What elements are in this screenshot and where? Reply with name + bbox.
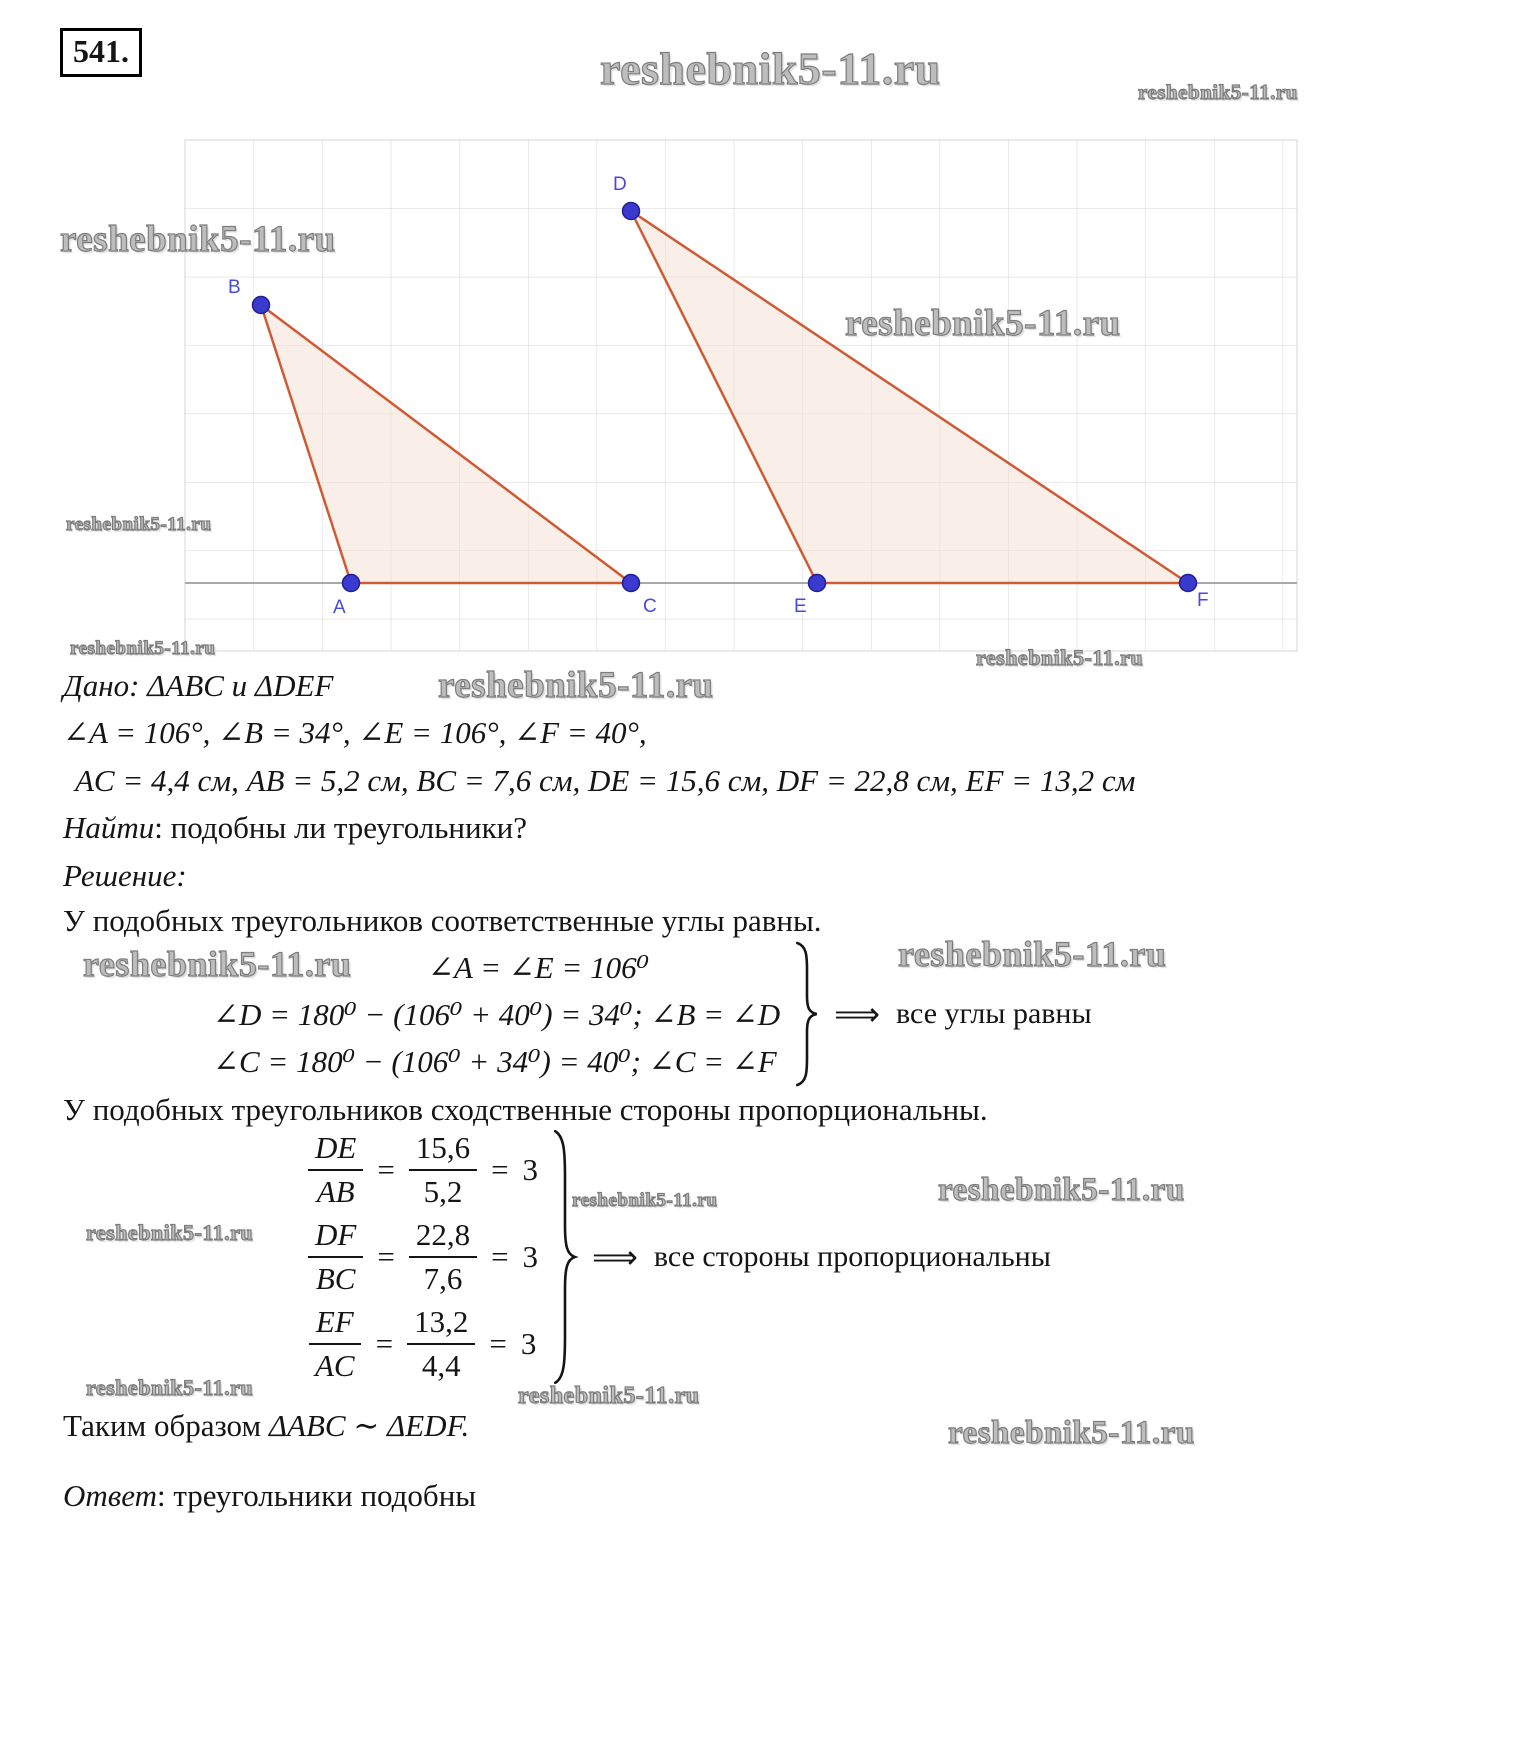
point-b-dot [253,297,270,314]
ratio-block [308,1126,1051,1388]
watermark: reshebnik5-11.ru [572,1190,718,1211]
value-ratio-fraction [409,1217,477,1296]
solution-label: Решение: [63,858,187,893]
thus-prefix: Таким образом [63,1408,269,1443]
sides-conclusion-line [592,1238,1051,1276]
curly-brace [792,940,822,1088]
point-d-dot [623,203,640,220]
problem-number: 541. [60,28,142,77]
watermark: reshebnik5-11.ru [600,43,941,94]
ratio-denominator-value: 7,6 [423,1261,463,1296]
ratio-numerator-value: 15,6 [409,1130,477,1171]
ratio-numerator-value: 22,8 [409,1217,477,1258]
equals-sign: = [377,1152,395,1187]
find-label: Найти [63,810,155,845]
watermark: reshebnik5-11.ru [66,514,212,535]
ratio-rows [308,1127,538,1388]
point-f-label: F [1197,590,1209,611]
sides-statement: У подобных треугольников сходственные стороны пропорциональны. [63,1092,988,1127]
thus-line [63,1408,469,1444]
equals-sign: = [377,1239,395,1274]
watermark: reshebnik5-11.ru [83,944,352,984]
thus-math: ΔABC ∼ ΔEDF. [268,1408,470,1443]
point-a-dot [343,575,360,592]
given-label: Дано [63,668,130,703]
angles-statement: У подобных треугольников соответственные углы равны. [63,903,822,938]
ratio-denominator: BC [315,1261,356,1296]
angles-conclusion-line [834,995,1091,1033]
side-ratio-fraction [308,1304,362,1383]
ratio-result: 3 [520,1326,537,1361]
watermark: reshebnik5-11.ru [1138,80,1298,104]
point-f-dot [1180,575,1197,592]
angle-eq-1: ∠A = ∠E = 106⁰ [428,949,650,985]
ratio-denominator-value: 4,4 [421,1348,461,1383]
angle-eq-2: ∠D = 180⁰ − (106⁰ + 40⁰) = 34⁰; ∠B = ∠D [213,996,781,1032]
watermark: reshebnik5-11.ru [70,638,216,659]
point-a-label: A [333,597,346,618]
ratio-denominator: AB [316,1174,355,1209]
ratio-row-ef-ac [308,1301,538,1388]
ratio-denominator: AC [315,1348,355,1383]
watermark: reshebnik5-11.ru [976,645,1144,670]
ratio-result: 3 [522,1239,539,1274]
equals-sign: = [375,1326,394,1361]
ratio-numerator-value: 13,2 [407,1304,475,1345]
point-b-label: B [228,277,241,298]
point-c-label: C [643,596,657,617]
implies-arrow: ⟹ [834,995,881,1033]
triangles-diagram [0,125,1532,670]
watermark: reshebnik5-11.ru [438,665,714,706]
implies-arrow: ⟹ [592,1238,638,1276]
ratio-result: 3 [522,1152,539,1187]
sides-conclusion: все стороны пропорциональны [653,1240,1051,1273]
side-ratio-fraction [308,1217,363,1296]
value-ratio-fraction [407,1304,475,1383]
watermark: reshebnik5-11.ru [86,1220,254,1245]
answer-text: : треугольники подобны [156,1478,477,1513]
given-text: : ΔABC и ΔDEF [129,668,334,703]
watermark: reshebnik5-11.ru [518,1383,700,1409]
ratio-denominator-value: 5,2 [423,1174,463,1209]
angle-eq-3: ∠C = 180⁰ − (106⁰ + 34⁰) = 40⁰; ∠C = ∠F [213,1043,777,1079]
watermark: reshebnik5-11.ru [948,1415,1195,1451]
watermark: reshebnik5-11.ru [845,303,1121,344]
answer-line [63,1478,476,1514]
ratio-numerator: EF [309,1304,361,1345]
find-line [63,810,527,846]
answer-label: Ответ [63,1478,157,1513]
ratio-numerator: DF [308,1217,363,1258]
point-c-dot [623,575,640,592]
value-ratio-fraction [409,1130,477,1209]
side-ratio-fraction [308,1130,363,1209]
find-text: : подобны ли треугольники? [154,810,528,845]
watermark: reshebnik5-11.ru [898,934,1167,974]
angles-conclusion: все углы равны [896,997,1092,1030]
watermark: reshebnik5-11.ru [86,1375,254,1400]
point-d-label: D [613,174,627,195]
equals-sign: = [491,1239,509,1274]
point-e-dot [809,575,826,592]
ratio-numerator: DE [308,1130,363,1171]
watermark: reshebnik5-11.ru [60,219,336,260]
equals-sign: = [491,1152,509,1187]
point-e-label: E [794,596,807,617]
curly-brace [550,1126,580,1388]
angles-given-line: ∠A = 106°, ∠B = 34°, ∠E = 106°, ∠F = 40°, [63,715,647,750]
sides-given-line: AC = 4,4 см, AB = 5,2 см, BC = 7,6 см, DE = 15,6 см, DF = 22,8 см, EF = 13,2 см [75,763,1136,798]
watermark: reshebnik5-11.ru [938,1172,1185,1208]
ratio-row-df-bc [308,1214,538,1301]
given-line [63,668,333,704]
equals-sign: = [489,1326,507,1361]
ratio-row-de-ab [308,1127,538,1214]
